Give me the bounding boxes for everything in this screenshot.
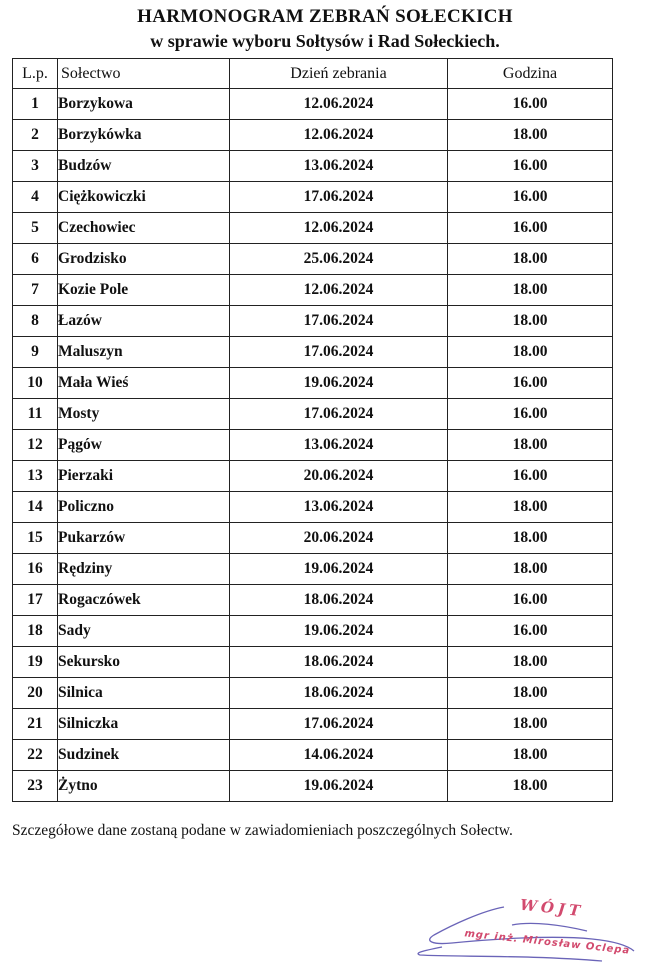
row-number-cell: 7: [13, 275, 58, 306]
meeting-date-cell: 17.06.2024: [230, 399, 448, 430]
table-row: [13, 647, 613, 678]
village-name-cell: Pierzaki: [58, 461, 230, 492]
stamp-title: WÓJT: [519, 895, 585, 921]
table-row: [13, 585, 613, 616]
meeting-date-cell: 12.06.2024: [230, 275, 448, 306]
meeting-hour-cell: 16.00: [448, 213, 613, 244]
meeting-date-cell: 13.06.2024: [230, 430, 448, 461]
stamp-name: mgr inż. Mirosław Oclepa: [463, 928, 631, 957]
row-number-cell: 9: [13, 337, 58, 368]
meeting-date-cell: 17.06.2024: [230, 306, 448, 337]
row-number-cell: 19: [13, 647, 58, 678]
village-name-cell: Budzów: [58, 151, 230, 182]
row-number-cell: 13: [13, 461, 58, 492]
meeting-date-cell: 12.06.2024: [230, 213, 448, 244]
meeting-date-cell: 13.06.2024: [230, 492, 448, 523]
table-row: [13, 120, 613, 151]
row-number-cell: 20: [13, 678, 58, 709]
table-row: [13, 771, 613, 802]
village-name-cell: Silnica: [58, 678, 230, 709]
village-name-cell: Kozie Pole: [58, 275, 230, 306]
column-header-hour: Godzina: [448, 59, 613, 89]
meeting-hour-cell: 16.00: [448, 585, 613, 616]
table-row: [13, 709, 613, 740]
schedule-table-body: [13, 89, 613, 802]
meeting-date-cell: 18.06.2024: [230, 585, 448, 616]
meeting-date-cell: 19.06.2024: [230, 771, 448, 802]
meeting-hour-cell: 18.00: [448, 523, 613, 554]
meeting-hour-cell: 18.00: [448, 337, 613, 368]
meeting-hour-cell: 18.00: [448, 430, 613, 461]
meeting-hour-cell: 16.00: [448, 461, 613, 492]
village-name-cell: Grodzisko: [58, 244, 230, 275]
row-number-cell: 11: [13, 399, 58, 430]
village-name-cell: Rogaczówek: [58, 585, 230, 616]
village-name-cell: Mosty: [58, 399, 230, 430]
table-row: [13, 213, 613, 244]
schedule-table: [12, 58, 613, 802]
row-number-cell: 14: [13, 492, 58, 523]
meeting-date-cell: 19.06.2024: [230, 616, 448, 647]
row-number-cell: 2: [13, 120, 58, 151]
table-row: [13, 89, 613, 120]
row-number-cell: 8: [13, 306, 58, 337]
meeting-hour-cell: 18.00: [448, 492, 613, 523]
meeting-date-cell: 19.06.2024: [230, 554, 448, 585]
village-name-cell: Maluszyn: [58, 337, 230, 368]
meeting-date-cell: 14.06.2024: [230, 740, 448, 771]
table-row: [13, 523, 613, 554]
table-row: [13, 430, 613, 461]
row-number-cell: 22: [13, 740, 58, 771]
row-number-cell: 23: [13, 771, 58, 802]
table-row: [13, 399, 613, 430]
meeting-hour-cell: 18.00: [448, 306, 613, 337]
meeting-hour-cell: 18.00: [448, 740, 613, 771]
meeting-hour-cell: 16.00: [448, 616, 613, 647]
meeting-hour-cell: 16.00: [448, 368, 613, 399]
row-number-cell: 16: [13, 554, 58, 585]
meeting-date-cell: 20.06.2024: [230, 461, 448, 492]
village-name-cell: Mała Wieś: [58, 368, 230, 399]
schedule-table-header: [13, 59, 613, 89]
village-name-cell: Żytno: [58, 771, 230, 802]
meeting-hour-cell: 18.00: [448, 244, 613, 275]
row-number-cell: 3: [13, 151, 58, 182]
row-number-cell: 21: [13, 709, 58, 740]
meeting-date-cell: 12.06.2024: [230, 89, 448, 120]
document-subtitle: w sprawie wyboru Sołtysów i Rad Sołeckiech.: [150, 31, 500, 51]
meeting-date-cell: 17.06.2024: [230, 337, 448, 368]
village-name-cell: Czechowiec: [58, 213, 230, 244]
meeting-hour-cell: 18.00: [448, 709, 613, 740]
meeting-date-cell: 25.06.2024: [230, 244, 448, 275]
meeting-hour-cell: 16.00: [448, 399, 613, 430]
table-row: [13, 244, 613, 275]
meeting-date-cell: 18.06.2024: [230, 647, 448, 678]
table-row: [13, 337, 613, 368]
village-name-cell: Silniczka: [58, 709, 230, 740]
row-number-cell: 5: [13, 213, 58, 244]
village-name-cell: Sudzinek: [58, 740, 230, 771]
table-row: [13, 461, 613, 492]
row-number-cell: 12: [13, 430, 58, 461]
village-name-cell: Sekursko: [58, 647, 230, 678]
table-row: [13, 740, 613, 771]
village-name-cell: Borzykowa: [58, 89, 230, 120]
meeting-hour-cell: 18.00: [448, 275, 613, 306]
village-name-cell: Pukarzów: [58, 523, 230, 554]
village-name-cell: Łazów: [58, 306, 230, 337]
meeting-hour-cell: 18.00: [448, 554, 613, 585]
row-number-cell: 4: [13, 182, 58, 213]
row-number-cell: 1: [13, 89, 58, 120]
meeting-date-cell: 17.06.2024: [230, 709, 448, 740]
meeting-date-cell: 13.06.2024: [230, 151, 448, 182]
meeting-hour-cell: 18.00: [448, 647, 613, 678]
village-name-cell: Sady: [58, 616, 230, 647]
village-name-cell: Borzykówka: [58, 120, 230, 151]
table-row: [13, 151, 613, 182]
village-name-cell: Ciężkowiczki: [58, 182, 230, 213]
table-row: [13, 616, 613, 647]
meeting-date-cell: 18.06.2024: [230, 678, 448, 709]
row-number-cell: 6: [13, 244, 58, 275]
row-number-cell: 17: [13, 585, 58, 616]
footnote: Szczegółowe dane zostaną podane w zawiadomieniach poszczególnych Sołectw.: [12, 822, 513, 839]
meeting-hour-cell: 18.00: [448, 120, 613, 151]
row-number-cell: 10: [13, 368, 58, 399]
table-row: [13, 678, 613, 709]
table-row: [13, 275, 613, 306]
row-number-cell: 18: [13, 616, 58, 647]
meeting-hour-cell: 18.00: [448, 678, 613, 709]
row-number-cell: 15: [13, 523, 58, 554]
meeting-date-cell: 12.06.2024: [230, 120, 448, 151]
meeting-date-cell: 20.06.2024: [230, 523, 448, 554]
village-name-cell: Pągów: [58, 430, 230, 461]
meeting-hour-cell: 16.00: [448, 182, 613, 213]
meeting-hour-cell: 16.00: [448, 151, 613, 182]
document-title: HARMONOGRAM ZEBRAŃ SOŁECKICH: [137, 6, 513, 27]
meeting-date-cell: 19.06.2024: [230, 368, 448, 399]
column-header-lp: L.p.: [13, 59, 58, 89]
village-name-cell: Policzno: [58, 492, 230, 523]
village-name-cell: Rędziny: [58, 554, 230, 585]
meeting-hour-cell: 16.00: [448, 89, 613, 120]
table-row: [13, 182, 613, 213]
signature-block: [412, 895, 642, 970]
column-header-name: Sołectwo: [58, 59, 230, 89]
header-row: [13, 59, 613, 89]
table-row: [13, 368, 613, 399]
table-row: [13, 554, 613, 585]
meeting-hour-cell: 18.00: [448, 771, 613, 802]
meeting-date-cell: 17.06.2024: [230, 182, 448, 213]
table-row: [13, 492, 613, 523]
column-header-date: Dzień zebrania: [230, 59, 448, 89]
table-row: [13, 306, 613, 337]
